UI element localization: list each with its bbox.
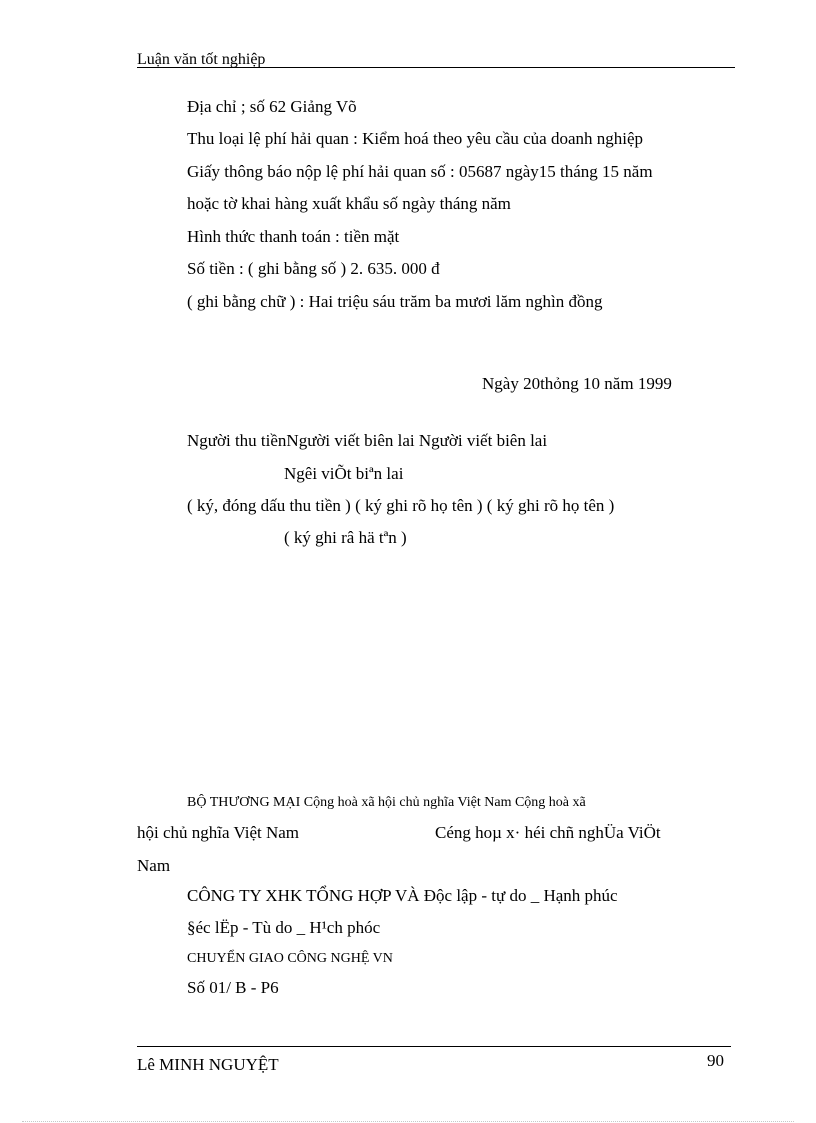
footer-rule (137, 1046, 731, 1047)
republic-continuation: hội chủ nghĩa Việt Nam (137, 823, 300, 842)
payment-method-line: Hình thức thanh toán : tiền mặt (187, 227, 400, 246)
republic-garbled: Céng hoµ x· héi chñ nghÜa ViÖt (435, 823, 661, 842)
signature-role-garbled: Ngêi viÕt biªn lai (284, 464, 404, 483)
amount-words-line: ( ghi bằng chữ ) : Hai triệu sáu trăm ba mươi lăm nghìn đồng (187, 292, 603, 311)
date-line: Ngày 20thỏng 10 năm 1999 (482, 374, 672, 393)
document-number-line: Số 01/ B - P6 (187, 978, 279, 997)
page-header-title: Luận văn tốt nghiệp (137, 51, 266, 68)
company-motto-line: CÔNG TY XHK TỔNG HỢP VÀ Độc lập - tự do _ Hạnh phúc (187, 886, 618, 905)
header-rule (137, 67, 735, 68)
export-declaration-line: hoặc tờ khai hàng xuất khẩu số ngày tháng năm (187, 194, 511, 213)
signature-note-garbled: ( ký ghi râ hä tªn ) (284, 528, 407, 547)
signature-roles-line: Người thu tiềnNgười viết biên lai Người viết biên lai (187, 431, 548, 450)
fee-type-line: Thu loại lệ phí hải quan : Kiểm hoá theo yêu cầu của doanh nghiệp (187, 129, 644, 148)
address-line: Địa chỉ ; số 62 Giảng Võ (187, 97, 357, 116)
signature-notes-line: ( ký, đóng dấu thu tiền ) ( ký ghi rõ họ tên ) ( ký ghi rõ họ tên ) (187, 496, 615, 515)
ministry-heading-line (187, 791, 586, 811)
footer-author: Lê MINH NGUYỆT (137, 1055, 279, 1074)
ministry-name: BỘ THƯƠNG MẠI Cộng hoà xã hội chủ nghĩa Việt Nam Cộng hoà xã (187, 795, 586, 810)
page-bottom-dotted-line (22, 1121, 794, 1122)
fee-notice-line: Giấy thông báo nộp lệ phí hải quan số : 05687 ngày15 tháng 15 năm (187, 162, 653, 181)
page-number: 90 (707, 1051, 724, 1070)
republic-end: Nam (137, 856, 171, 875)
amount-number-line: Số tiền : ( ghi bằng số ) 2. 635. 000 đ (187, 259, 440, 278)
company-name-line: CHUYỂN GIAO CÔNG NGHỆ VN (187, 951, 393, 966)
motto-garbled: §éc lËp - Tù do _ H¹ch phóc (187, 918, 381, 937)
